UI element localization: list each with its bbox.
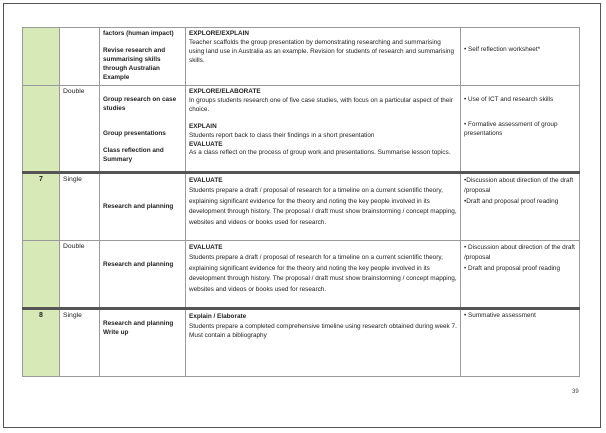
- week-cell: 7: [23, 173, 60, 241]
- focus-item: Research and planning: [103, 320, 174, 327]
- focus-item: factors (human impact): [103, 30, 174, 37]
- week-cell: [23, 28, 60, 86]
- activities-cell: [186, 86, 461, 173]
- activity-title: EXPLORE/EXPLAIN: [189, 30, 250, 37]
- resources-cell: [461, 173, 580, 241]
- focus-cell: [100, 28, 186, 86]
- focus-item: Group presentations: [103, 129, 166, 137]
- activities-cell: [186, 173, 461, 241]
- activity-text: As a class reflect on the process of group work and presentations. Summarise lesson topics.: [189, 149, 451, 157]
- resource-item: • Summative assessment: [464, 312, 536, 319]
- activities-cell: [186, 241, 461, 309]
- resource-item: • Draft and proposal proof reading: [464, 264, 561, 272]
- activity-title: EVALUATE: [189, 140, 223, 148]
- resource-item: • Self reflection worksheet*: [464, 46, 541, 53]
- resource-item: • Use of ICT and research skills: [464, 96, 554, 103]
- focus-item: Revise research and summarising skills through Australian Example: [103, 46, 166, 81]
- activity-text: Teacher scaffolds the group presentation by demonstrating researching and summarising using land use in Australia as an example. Revision for students of research and summarising skills.: [189, 38, 454, 64]
- focus-item: Group research on case studies: [103, 96, 177, 112]
- resources-cell: [461, 309, 580, 377]
- table-row: [23, 173, 580, 241]
- focus-cell: [100, 86, 186, 173]
- activity-title: EVALUATE: [189, 177, 223, 184]
- activity-title: EVALUATE: [189, 244, 223, 251]
- week-cell: 8: [23, 309, 60, 377]
- resource-item: • Formative assessment of group presentations: [464, 120, 558, 137]
- duration-cell: Single: [60, 309, 100, 377]
- focus-item: Research and planning: [103, 202, 174, 210]
- resources-cell: [461, 241, 580, 309]
- page-number: 39: [572, 389, 579, 395]
- resource-item: •Discussion about direction of the draft /proposal: [464, 177, 574, 195]
- activity-title: EXPLORE/ELABORATE: [189, 88, 261, 95]
- activity-text: Students report back to class their findings in a short presentation: [189, 131, 375, 139]
- activities-cell: [186, 28, 461, 86]
- activity-text: In groups students research one of five case studies, with focus on a particular aspect of their choice.: [189, 96, 453, 113]
- activity-text: Students prepare a draft / proposal of research for a timeline on a current scientific theory, explaining significant evidence for the theory and noting the key people involved in its development through history. The proposal / draft must show brainstorming / concept mapping, websites and videos or books used for research.: [189, 254, 457, 293]
- table-row: [23, 28, 580, 86]
- activity-title: EXPLAIN: [189, 122, 217, 130]
- resource-item: •Draft and proposal proof reading: [464, 197, 559, 205]
- duration-cell: [60, 28, 100, 86]
- focus-item: Class reflection and Summary: [103, 146, 164, 163]
- table-row: [23, 86, 580, 173]
- focus-cell: [100, 309, 186, 377]
- focus-cell: [100, 241, 186, 309]
- activity-text: Students prepare a completed comprehensive timeline using research obtained during week 7. Must contain a bibliography: [189, 322, 457, 339]
- resources-cell: [461, 86, 580, 173]
- focus-item: Write up: [103, 328, 129, 336]
- week-cell: [23, 86, 60, 173]
- activities-cell: [186, 309, 461, 377]
- resources-cell: [461, 28, 580, 86]
- table-row: [23, 241, 580, 309]
- table-row: [23, 309, 580, 377]
- activity-text: Students prepare a draft / proposal of research for a timeline on a current scientific theory, explaining significant evidence for the theory and noting the key people involved in its development through history. The proposal / draft must show brainstorming / concept mapping, websites and videos or books used for research.: [189, 187, 457, 226]
- duration-cell: Single: [60, 173, 100, 241]
- focus-cell: [100, 173, 186, 241]
- week-cell: [23, 241, 60, 309]
- lesson-plan-table: [22, 27, 580, 377]
- activity-title: Explain / Elaborate: [189, 313, 247, 320]
- duration-cell: Double: [60, 241, 100, 309]
- duration-cell: Double: [60, 86, 100, 173]
- resource-item: • Discussion about direction of the draft /proposal: [464, 244, 575, 262]
- focus-item: Research and planning: [103, 261, 174, 268]
